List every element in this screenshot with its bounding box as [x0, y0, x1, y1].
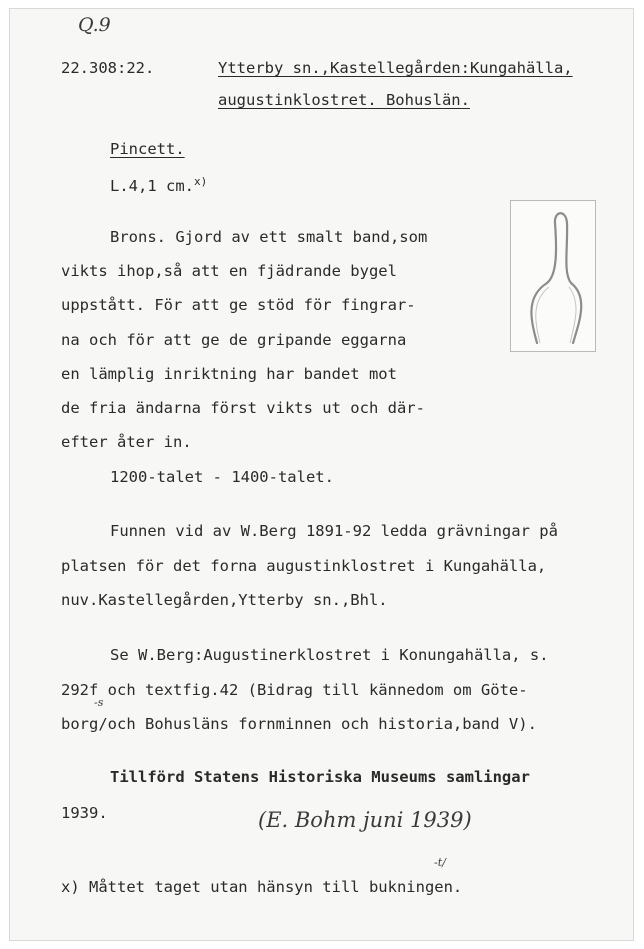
object-photo: [510, 200, 596, 352]
handwritten-signature: (E. Bohm juni 1939): [258, 808, 472, 832]
description-line: en lämplig inriktning har bandet mot: [61, 365, 397, 383]
object-length: [110, 172, 207, 196]
reference-line: 292f och textfig.42 (Bidrag till kännedom om Göte-: [61, 681, 528, 699]
description-line: Brons. Gjord av ett smalt band,som: [110, 228, 428, 246]
handwritten-card-number: Q.9: [78, 14, 111, 36]
description-line: na och för att ge de gripande eggarna: [61, 331, 407, 349]
find-line: nuv.Kastellegården,Ytterby sn.,Bhl.: [61, 591, 388, 609]
find-line: Funnen vid av W.Berg 1891-92 ledda grävningar på: [110, 522, 558, 540]
acquisition-year: 1939.: [61, 804, 108, 822]
object-name: Pincett.: [110, 140, 185, 158]
footnote-correction: -t/: [434, 856, 446, 869]
dating: 1200-talet - 1400-talet.: [110, 468, 334, 486]
length-note-mark: x): [194, 175, 208, 188]
description-line: vikts ihop,så att en fjädrande bygel: [61, 262, 397, 280]
acquisition-line: Tillförd Statens Historiska Museums samlingar: [110, 768, 530, 786]
catalog-number: 22.308:22.: [61, 59, 155, 77]
reference-line: Se W.Berg:Augustinerklostret i Konungahälla, s.: [110, 646, 549, 664]
description-line: de fria ändarna först vikts ut och där-: [61, 399, 425, 417]
location-province: . Bohuslän.: [367, 91, 470, 109]
find-line: platsen för det forna augustinklostret i Kungahälla,: [61, 557, 547, 575]
reference-insertion: -s: [94, 696, 104, 709]
description-line: efter åter in.: [61, 433, 192, 451]
footnote: x) Måttet taget utan hänsyn till bukningen.: [61, 878, 463, 896]
location-monastery: augustinklostret: [218, 91, 368, 109]
reference-line: borg/och Bohusläns fornminnen och historia,band V).: [61, 715, 537, 733]
location-line-1: Ytterby sn.,Kastellegården:Kungahälla,: [218, 59, 573, 77]
length-value: L.4,1 cm.: [110, 177, 194, 196]
location-line-2: [218, 90, 470, 110]
description-line: uppstått. För att ge stöd för fingrar-: [61, 296, 416, 314]
tweezers-illustration: [511, 201, 595, 351]
